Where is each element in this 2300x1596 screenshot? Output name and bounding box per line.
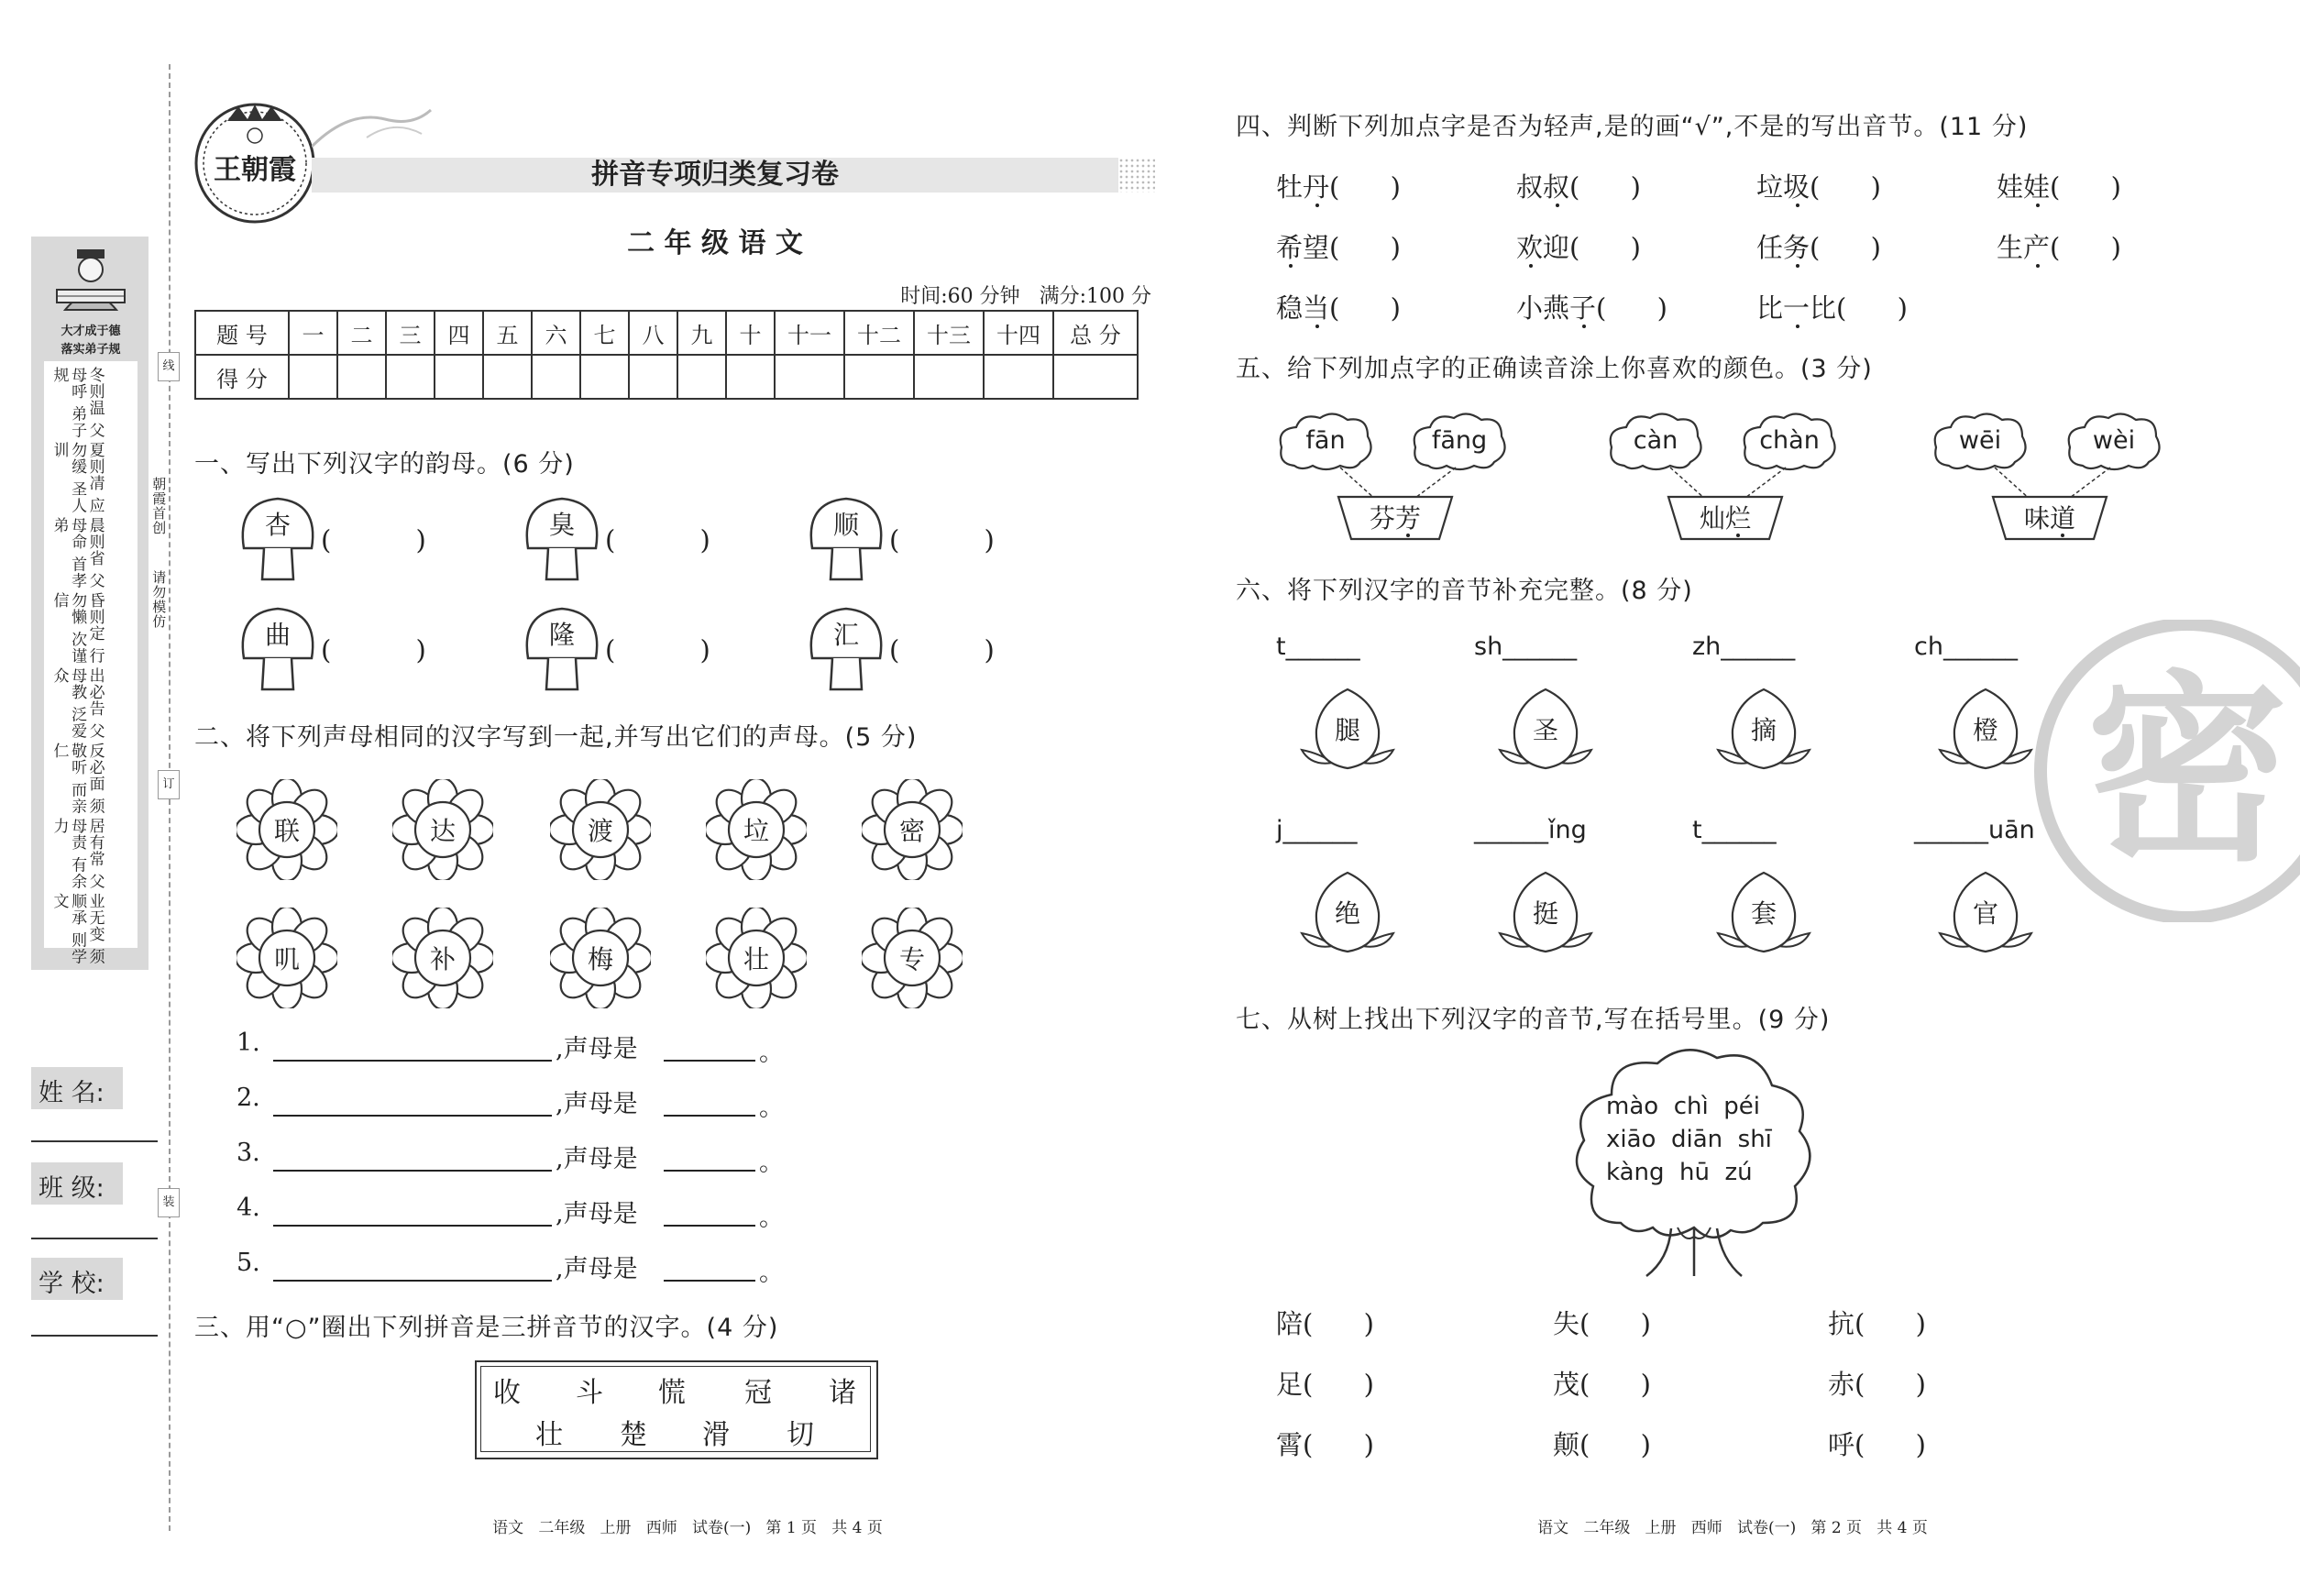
score-row1-label: 题 号	[195, 311, 289, 355]
q6-syllable-prompt[interactable]: ch______	[1914, 633, 2018, 661]
score-col: 十三	[914, 311, 984, 355]
emphasis-dot	[1796, 204, 1799, 207]
q2-char: 垃	[743, 816, 769, 846]
q2-line-number: 2.	[237, 1084, 260, 1112]
q7-item[interactable]: 陪( )	[1276, 1308, 1374, 1339]
name-field[interactable]	[31, 1140, 158, 1142]
poem-col-2: 夏则凊 应勿缓 圣人训	[50, 442, 105, 514]
poem-col-5: 出必告 父母教 泛爱众	[50, 667, 105, 740]
school-field[interactable]	[31, 1335, 158, 1337]
q2-char: 联	[273, 816, 300, 846]
motto-line-1: 大才成于德	[61, 325, 121, 338]
mushroom-icon	[521, 605, 603, 693]
q2-suffix-label: ,声母是	[556, 1145, 638, 1173]
word-box	[1337, 495, 1454, 541]
emphasis-dot	[1315, 325, 1319, 328]
q2-line-number: 1.	[237, 1029, 260, 1057]
score-cell[interactable]	[677, 355, 726, 399]
poem-col-8: 业无变 须顺承 则学文	[50, 893, 105, 965]
score-col: 一	[289, 311, 337, 355]
q3-char[interactable]: 楚	[620, 1419, 647, 1451]
tree-pinyin-3: kàng hū zú	[1606, 1159, 1753, 1186]
q2-char: 梅	[587, 944, 613, 974]
word-box	[1991, 495, 2108, 541]
emphasis-dot	[2036, 204, 2040, 207]
word-text: 灿烂	[1699, 503, 1751, 534]
q4-item[interactable]: 欢迎( )	[1516, 232, 1641, 263]
q2-end-mark: 。	[759, 1149, 784, 1177]
q2-char: 渡	[587, 816, 613, 846]
flower-icon	[706, 779, 807, 880]
q6-syllable-prompt[interactable]: sh______	[1474, 633, 1578, 661]
q2-char: 叽	[273, 944, 300, 974]
score-cell[interactable]	[629, 355, 677, 399]
q6-char: 橙	[1972, 715, 1998, 745]
banner-title: 拼音专项归类复习卷	[591, 159, 839, 191]
q1-char: 曲	[264, 620, 291, 650]
score-cell[interactable]	[532, 355, 580, 399]
q7-item[interactable]: 失( )	[1553, 1308, 1651, 1339]
binding-mark-middle: 订	[158, 770, 180, 799]
emphasis-dot	[1315, 204, 1319, 207]
flower-icon	[237, 908, 337, 1008]
q4-item[interactable]: 垃圾( )	[1756, 171, 1881, 203]
q1-char: 顺	[832, 510, 859, 540]
q7-item[interactable]: 呼( )	[1828, 1429, 1926, 1460]
emphasis-dot	[1582, 325, 1586, 328]
motto-line-2: 落实弟子规	[61, 343, 121, 357]
subject-title: 二 年 级 语 文	[627, 227, 803, 259]
q3-char[interactable]: 冠	[744, 1377, 772, 1409]
poem-col-4: 昏则定 行勿懒 次谨信	[50, 592, 105, 665]
q7-item[interactable]: 霄( )	[1276, 1429, 1374, 1460]
q2-answer-line[interactable]	[273, 1280, 552, 1282]
q1-answer-paren[interactable]: ( )	[889, 524, 995, 556]
score-cell[interactable]	[580, 355, 629, 399]
q2-answer-line[interactable]	[273, 1225, 552, 1227]
q1-answer-paren[interactable]: ( )	[321, 634, 426, 666]
score-cell[interactable]	[337, 355, 386, 399]
mushroom-icon	[237, 605, 319, 693]
confidential-watermark	[2031, 620, 2300, 922]
q1-answer-paren[interactable]: ( )	[605, 634, 710, 666]
word-text: 芬芳	[1369, 503, 1421, 534]
q2-suffix-label: ,声母是	[556, 1255, 638, 1283]
q4-item[interactable]: 稳当( )	[1276, 292, 1401, 324]
flower-icon	[862, 779, 963, 880]
score-col: 十四	[984, 311, 1053, 355]
q6-syllable-prompt[interactable]: zh______	[1692, 633, 1796, 661]
flower-icon	[392, 908, 493, 1008]
q3-char[interactable]: 收	[493, 1377, 521, 1409]
q2-answer-line[interactable]	[273, 1170, 552, 1172]
q2-end-mark: 。	[759, 1259, 784, 1287]
brand-logo	[193, 101, 317, 226]
q2-initial-line[interactable]	[664, 1225, 755, 1227]
emphasis-dot	[1796, 264, 1799, 268]
emphasis-dot	[2036, 264, 2040, 268]
banner-dots	[1118, 158, 1155, 193]
q2-line-number: 3.	[237, 1139, 260, 1167]
score-col: 八	[629, 311, 677, 355]
flower-icon	[550, 908, 651, 1008]
q6-syllable-prompt[interactable]: t______	[1276, 633, 1360, 661]
q6-syllable-prompt[interactable]: t______	[1692, 816, 1777, 844]
pinyin-option-a: fān	[1305, 425, 1346, 455]
pinyin-option-a: càn	[1633, 425, 1678, 455]
binding-mark-bottom: 装	[158, 1188, 180, 1217]
q4-item[interactable]: 生产( )	[1997, 232, 2121, 263]
q4-item[interactable]: 牡丹( )	[1276, 171, 1401, 203]
score-cell[interactable]	[726, 355, 775, 399]
q3-char[interactable]: 壮	[535, 1419, 563, 1451]
tree-pinyin-1: mào chì péi	[1606, 1093, 1760, 1120]
score-col: 三	[386, 311, 435, 355]
q1-title: 一、写出下列汉字的韵母。(6 分)	[194, 450, 575, 479]
emphasis-dot	[1529, 264, 1533, 268]
flower-icon	[237, 779, 337, 880]
q2-char: 密	[898, 816, 925, 846]
tree-pinyin-2: xiāo diān shī	[1606, 1126, 1772, 1153]
q3-char[interactable]: 滑	[702, 1419, 730, 1451]
q1-answer-paren[interactable]: ( )	[605, 524, 710, 556]
q4-item[interactable]: 小燕子( )	[1516, 292, 1667, 324]
q1-char: 臭	[548, 510, 575, 540]
score-cell[interactable]	[289, 355, 337, 399]
school-label: 学 校:	[39, 1270, 105, 1298]
class-field[interactable]	[31, 1238, 158, 1239]
q2-end-mark: 。	[759, 1204, 784, 1232]
q3-char[interactable]: 斗	[576, 1377, 603, 1409]
pinyin-option-b: wèi	[2092, 425, 2136, 455]
score-cell[interactable]	[775, 355, 844, 399]
q2-answer-line[interactable]	[273, 1115, 552, 1117]
score-row2-label: 得 分	[195, 355, 289, 399]
score-cell[interactable]	[984, 355, 1053, 399]
q4-item[interactable]: 希望( )	[1276, 232, 1401, 263]
watermark-text: 密	[2085, 654, 2288, 888]
q2-answer-line[interactable]	[273, 1060, 552, 1062]
q1-answer-paren[interactable]: ( )	[321, 524, 426, 556]
score-cell[interactable]	[435, 355, 483, 399]
word-box	[1667, 495, 1784, 541]
q2-initial-line[interactable]	[664, 1170, 755, 1172]
q2-suffix-label: ,声母是	[556, 1090, 638, 1118]
q7-item[interactable]: 足( )	[1276, 1369, 1374, 1400]
class-label: 班 级:	[39, 1174, 105, 1203]
brand-logo-text: 王朝霞	[214, 154, 296, 186]
q6-char: 圣	[1532, 715, 1558, 745]
footer-right: 语文 二年级 上册 西师 试卷(一) 第 2 页 共 4 页	[1537, 1519, 1928, 1537]
score-col-total: 总 分	[1053, 311, 1138, 355]
score-col: 十二	[844, 311, 914, 355]
q1-char: 汇	[832, 620, 859, 650]
time-info: 时间:60 分钟 满分:100 分	[900, 285, 1151, 308]
q4-title: 四、判断下列加点字是否为轻声,是的画“√”,不是的写出音节。(11 分)	[1236, 113, 2029, 141]
q2-char: 补	[429, 944, 456, 974]
q1-answer-paren[interactable]: ( )	[889, 634, 995, 666]
q6-syllable-prompt[interactable]: ______ǐng	[1474, 816, 1587, 844]
pinyin-option-b: chàn	[1759, 425, 1820, 455]
q1-char: 隆	[548, 620, 575, 650]
q4-item[interactable]: 比一比( )	[1756, 292, 1908, 324]
score-col: 九	[677, 311, 726, 355]
score-cell[interactable]	[1053, 355, 1138, 399]
q6-char: 官	[1972, 898, 1998, 929]
q6-syllable-prompt[interactable]: j______	[1276, 816, 1358, 844]
pinyin-option-b: fāng	[1431, 425, 1488, 455]
q5-title: 五、给下列加点字的正确读音涂上你喜欢的颜色。(3 分)	[1236, 355, 1873, 383]
q7-item[interactable]: 茂( )	[1553, 1369, 1651, 1400]
score-col: 二	[337, 311, 386, 355]
peach-icon	[1931, 869, 2041, 961]
flower-icon	[706, 908, 807, 1008]
score-col: 五	[483, 311, 532, 355]
q6-title: 六、将下列汉字的音节补充完整。(8 分)	[1236, 577, 1693, 605]
flower-icon	[550, 779, 651, 880]
emphasis-dot	[1556, 204, 1559, 207]
pinyin-option-a: wēi	[1958, 425, 2002, 455]
score-col: 十	[726, 311, 775, 355]
q4-item[interactable]: 娃娃( )	[1997, 171, 2121, 203]
mushroom-icon	[805, 495, 887, 583]
score-col: 六	[532, 311, 580, 355]
q4-item[interactable]: 叔叔( )	[1516, 171, 1641, 203]
score-cell[interactable]	[386, 355, 435, 399]
score-table	[194, 310, 1139, 400]
name-label: 姓 名:	[39, 1079, 105, 1107]
q6-char: 摘	[1750, 715, 1777, 745]
emphasis-dot	[1796, 325, 1799, 328]
score-cell[interactable]	[483, 355, 532, 399]
q2-line-number: 4.	[237, 1194, 260, 1222]
q4-item[interactable]: 任务( )	[1756, 232, 1881, 263]
q2-initial-line[interactable]	[664, 1115, 755, 1117]
side-note-2: 请勿模仿	[150, 570, 168, 629]
q6-char: 绝	[1334, 898, 1360, 929]
q2-initial-line[interactable]	[664, 1060, 755, 1062]
poem-col-6: 反必面 须敬听 而亲仁	[50, 743, 105, 815]
poem-col-3: 晨则省 父母命 首孝弟	[50, 517, 105, 589]
mushroom-icon	[805, 605, 887, 693]
emphasis-dot	[2061, 534, 2064, 537]
peach-icon	[1709, 686, 1819, 777]
q2-char: 专	[898, 944, 925, 974]
q6-char: 套	[1750, 898, 1777, 929]
q2-suffix-label: ,声母是	[556, 1035, 638, 1063]
flower-icon	[862, 908, 963, 1008]
scholar-illustration	[51, 246, 130, 319]
flower-icon	[392, 779, 493, 880]
peach-icon	[1293, 686, 1403, 777]
word-text: 味道	[2023, 503, 2075, 534]
mushroom-icon	[237, 495, 319, 583]
poem-col-1: 冬则温 父母呼 弟子规	[50, 367, 105, 439]
q7-item[interactable]: 颠( )	[1553, 1429, 1651, 1460]
poem-col-7: 居有常 父母责 有余力	[50, 818, 105, 890]
q3-char[interactable]: 诸	[829, 1377, 856, 1409]
score-col: 十一	[775, 311, 844, 355]
score-col: 七	[580, 311, 629, 355]
peach-icon	[1491, 869, 1601, 961]
peach-icon	[1293, 869, 1403, 961]
q3-char[interactable]: 切	[787, 1419, 814, 1451]
score-cell[interactable]	[844, 355, 914, 399]
peach-icon	[1931, 686, 2041, 777]
q2-suffix-label: ,声母是	[556, 1200, 638, 1228]
peach-icon	[1491, 686, 1601, 777]
q6-char: 挺	[1532, 898, 1558, 929]
q2-initial-line[interactable]	[664, 1280, 755, 1282]
q7-item[interactable]: 抗( )	[1828, 1308, 1926, 1339]
q7-title: 七、从树上找出下列汉字的音节,写在括号里。(9 分)	[1236, 1006, 1831, 1034]
q6-syllable-prompt[interactable]: ______uān	[1914, 816, 2035, 844]
q2-char: 达	[429, 816, 456, 846]
emphasis-dot	[1406, 534, 1410, 537]
q6-char: 腿	[1334, 715, 1360, 745]
q3-title: 三、用“○”圈出下列拼音是三拼音节的汉字。(4 分)	[194, 1314, 779, 1342]
emphasis-dot	[1736, 534, 1740, 537]
q1-char: 杏	[264, 510, 291, 540]
binding-mark-top: 线	[158, 352, 180, 381]
mushroom-icon	[521, 495, 603, 583]
q7-item[interactable]: 赤( )	[1828, 1369, 1926, 1400]
peach-icon	[1709, 869, 1819, 961]
footer-left: 语文 二年级 上册 西师 试卷(一) 第 1 页 共 4 页	[492, 1519, 883, 1537]
q3-char[interactable]: 慌	[658, 1377, 686, 1409]
ribbon-decoration	[312, 101, 440, 156]
q2-end-mark: 。	[759, 1094, 784, 1122]
side-note-1: 朝霞首创	[150, 477, 168, 535]
q2-char: 壮	[743, 944, 769, 974]
score-col: 四	[435, 311, 483, 355]
q2-line-number: 5.	[237, 1249, 260, 1277]
score-cell[interactable]	[914, 355, 984, 399]
emphasis-dot	[1289, 264, 1293, 268]
q2-title: 二、将下列声母相同的汉字写到一起,并写出它们的声母。(5 分)	[194, 723, 918, 752]
q2-end-mark: 。	[759, 1039, 784, 1067]
